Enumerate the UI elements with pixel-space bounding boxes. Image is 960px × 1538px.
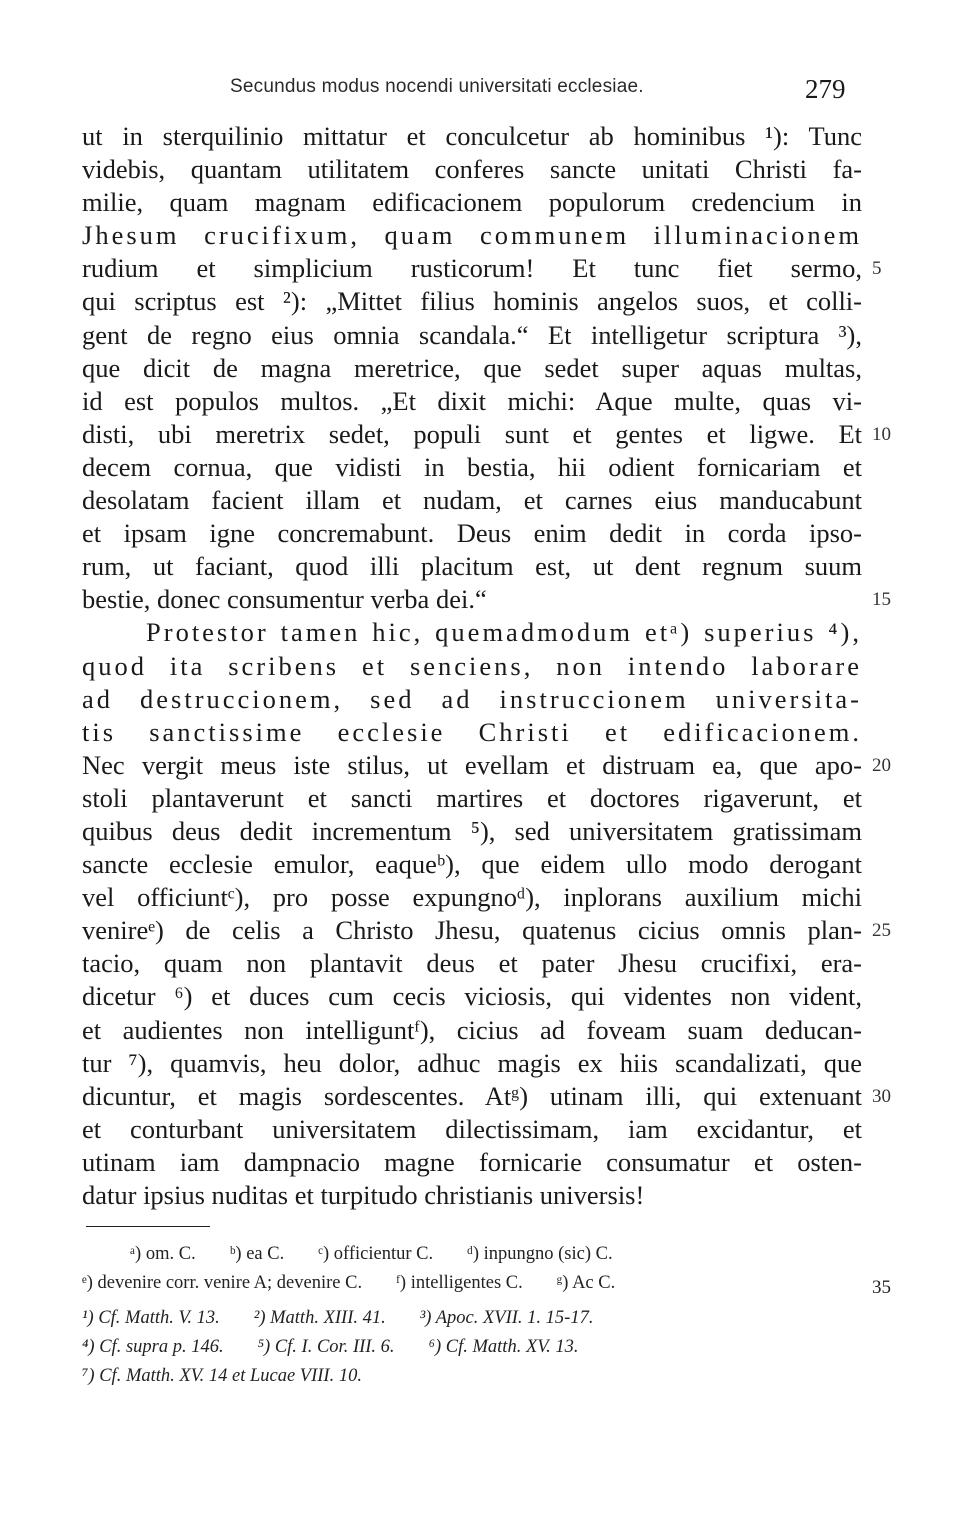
critical-note: ᶜ) officientur C. (318, 1244, 434, 1264)
text-line (82, 749, 891, 782)
source-note-line (82, 1362, 872, 1391)
line-number: 10 (872, 423, 891, 445)
text-line (82, 186, 862, 219)
text-line (82, 219, 862, 252)
text-line-content: que dicit de magna meretrice, que sedet super aquas multas, (82, 352, 862, 383)
text-line (82, 583, 891, 616)
text-line-content: decem cornua, que vidisti in bestia, hii odient fornicariam et (82, 451, 862, 482)
source-note: ⁴) Cf. supra p. 146. (82, 1337, 224, 1357)
critical-note: ᶠ) intelligentes C. (396, 1273, 523, 1293)
text-line-content: bestie, donec consumentur verba dei.“ (82, 584, 487, 615)
text-line-content: qui scriptus est ²): „Mittet filius hominis angelos suos, et colli- (82, 286, 862, 317)
source-note: ⁷) Cf. Matth. XV. 14 et Lucae VIII. 10. (82, 1366, 362, 1386)
text-line-content: dicuntur, et magis sordescentes. Atᵍ) utinam illi, qui extenuant (82, 1080, 862, 1111)
text-line-content: tur ⁷), quamvis, heu dolor, adhuc magis ex hiis scandalizati, que (82, 1047, 862, 1078)
page-number: 279 (805, 74, 846, 104)
critical-note-line (82, 1269, 891, 1298)
line-number: 15 (872, 589, 891, 611)
text-line-content: sancte ecclesie emulor, eaqueᵇ), que eidem ullo modo derogant (82, 849, 862, 880)
footnotes (82, 1240, 891, 1391)
text-line (82, 120, 862, 153)
line-number: 30 (872, 1085, 891, 1107)
text-line-content: rudium et simplicium rusticorum! Et tunc fiet sermo, (82, 253, 862, 284)
text-line (82, 550, 862, 583)
source-note: ²) Matth. XIII. 41. (253, 1308, 386, 1328)
text-line (82, 252, 882, 285)
source-note: ³) Apoc. XVII. 1. 15-17. (419, 1308, 594, 1328)
text-line (82, 352, 862, 385)
source-note: ¹) Cf. Matth. V. 13. (82, 1308, 220, 1328)
text-line (82, 1080, 891, 1113)
critical-note: ᵉ) devenire corr. venire A; devenire C. (82, 1273, 363, 1293)
text-line-content: dicetur ⁶) et duces cum cecis viciosis, qui videntes non vident, (82, 981, 862, 1012)
line-number: 25 (872, 920, 891, 942)
text-line (82, 451, 862, 484)
running-head: Secundus modus nocendi universitati ecclesiae. (230, 76, 644, 97)
text-line-content: disti, ubi meretrix sedet, populi sunt et gentes et ligwe. Et (82, 418, 862, 449)
critical-note: ᵍ) Ac C. (556, 1273, 616, 1293)
text-line (82, 683, 862, 716)
text-line (82, 914, 891, 947)
critical-note: ᵃ) om. C. (130, 1244, 196, 1264)
line-number: 20 (872, 754, 891, 776)
text-line-content: et audientes non intelliguntᶠ), cicius ad foveam suam deducan- (82, 1014, 862, 1045)
text-line-content: tis sanctissime ecclesie Christi et edificacionem. (82, 716, 862, 747)
text-line (82, 947, 862, 980)
text-line (82, 517, 862, 550)
source-note: ⁵) Cf. I. Cor. III. 6. (257, 1337, 395, 1357)
source-note-line (82, 1333, 872, 1362)
text-line (82, 1146, 862, 1179)
text-line-content: datur ipsius nuditas et turpitudo christianis universis! (82, 1180, 645, 1210)
text-line-content: et ipsam igne concremabunt. Deus enim dedit in corda ipso- (82, 518, 862, 549)
source-note: ⁶) Cf. Matth. XV. 13. (428, 1337, 579, 1357)
text-line (82, 881, 862, 914)
text-line (82, 319, 862, 352)
text-line-content: rum, ut faciant, quod illi placitum est, ut dent regnum suum (82, 551, 862, 582)
text-line (82, 484, 862, 517)
body-text (82, 120, 891, 1212)
text-line-content: ut in sterquilinio mittatur et conculcetur ab hominibus ¹): Tunc (82, 121, 862, 151)
text-line (82, 418, 891, 451)
text-line-content: Nec vergit meus iste stilus, ut evellam et distruam ea, que apo- (82, 749, 862, 780)
text-line (82, 848, 862, 881)
critical-note-line (82, 1240, 872, 1269)
text-line-content: stoli plantaverunt et sancti martires et doctores rigaverunt, et (82, 782, 862, 813)
text-line (82, 782, 862, 815)
text-line (82, 1113, 862, 1146)
text-line-content: venireᵉ) de celis a Christo Jhesu, quatenus cicius omnis plan- (82, 915, 862, 946)
text-line-content: id est populos multos. „Et dixit michi: Aque multe, quas vi- (82, 385, 862, 416)
text-line-content: videbis, quantam utilitatem conferes sancte unitati Christi fa- (82, 154, 862, 185)
line-number: 5 (872, 258, 882, 280)
text-line (82, 1179, 862, 1212)
text-line-content: utinam iam dampnacio magne fornicarie consumatur et osten- (82, 1146, 862, 1177)
text-line-content: et conturbant universitatem dilectissimam, iam excidantur, et (82, 1113, 862, 1144)
page-header (0, 66, 960, 106)
line-number: 35 (872, 1277, 891, 1298)
text-line-content: quibus deus dedit incrementum ⁵), sed universitatem gratissimam (82, 815, 862, 846)
text-line-content: quod ita scribens et senciens, non intendo laborare (82, 650, 862, 681)
text-line (82, 1014, 862, 1047)
footnote-rule (86, 1226, 210, 1227)
text-line (82, 1047, 862, 1080)
text-line-content: gent de regno eius omnia scandala.“ Et intelligetur scriptura ³), (82, 319, 862, 350)
text-line (82, 716, 862, 749)
text-line (82, 285, 862, 318)
text-line (82, 153, 862, 186)
text-line-content: Jhesum crucifixum, quam communem illuminacionem (82, 220, 862, 251)
text-line (82, 650, 862, 683)
text-line-content: tacio, quam non plantavit deus et pater Jhesu crucifixi, era- (82, 948, 862, 979)
text-line (82, 980, 862, 1013)
text-line (82, 385, 862, 418)
text-line-content: ad destruccionem, sed ad instruccionem universita- (82, 683, 862, 714)
text-line (82, 815, 862, 848)
text-line-content: milie, quam magnam edificacionem populorum credencium in (82, 187, 862, 218)
critical-note: ᵇ) ea C. (229, 1244, 285, 1264)
text-line-content: vel officiuntᶜ), pro posse expungnoᵈ), inplorans auxilium michi (82, 882, 862, 913)
text-line-content: Protestor tamen hic, quemadmodum etᵃ) superius ⁴), (146, 617, 862, 648)
critical-note: ᵈ) inpungno (sic) C. (467, 1244, 613, 1264)
text-line-content: desolatam facient illam et nudam, et carnes eius manducabunt (82, 485, 862, 516)
source-note-line (82, 1304, 872, 1333)
text-line (82, 616, 862, 649)
